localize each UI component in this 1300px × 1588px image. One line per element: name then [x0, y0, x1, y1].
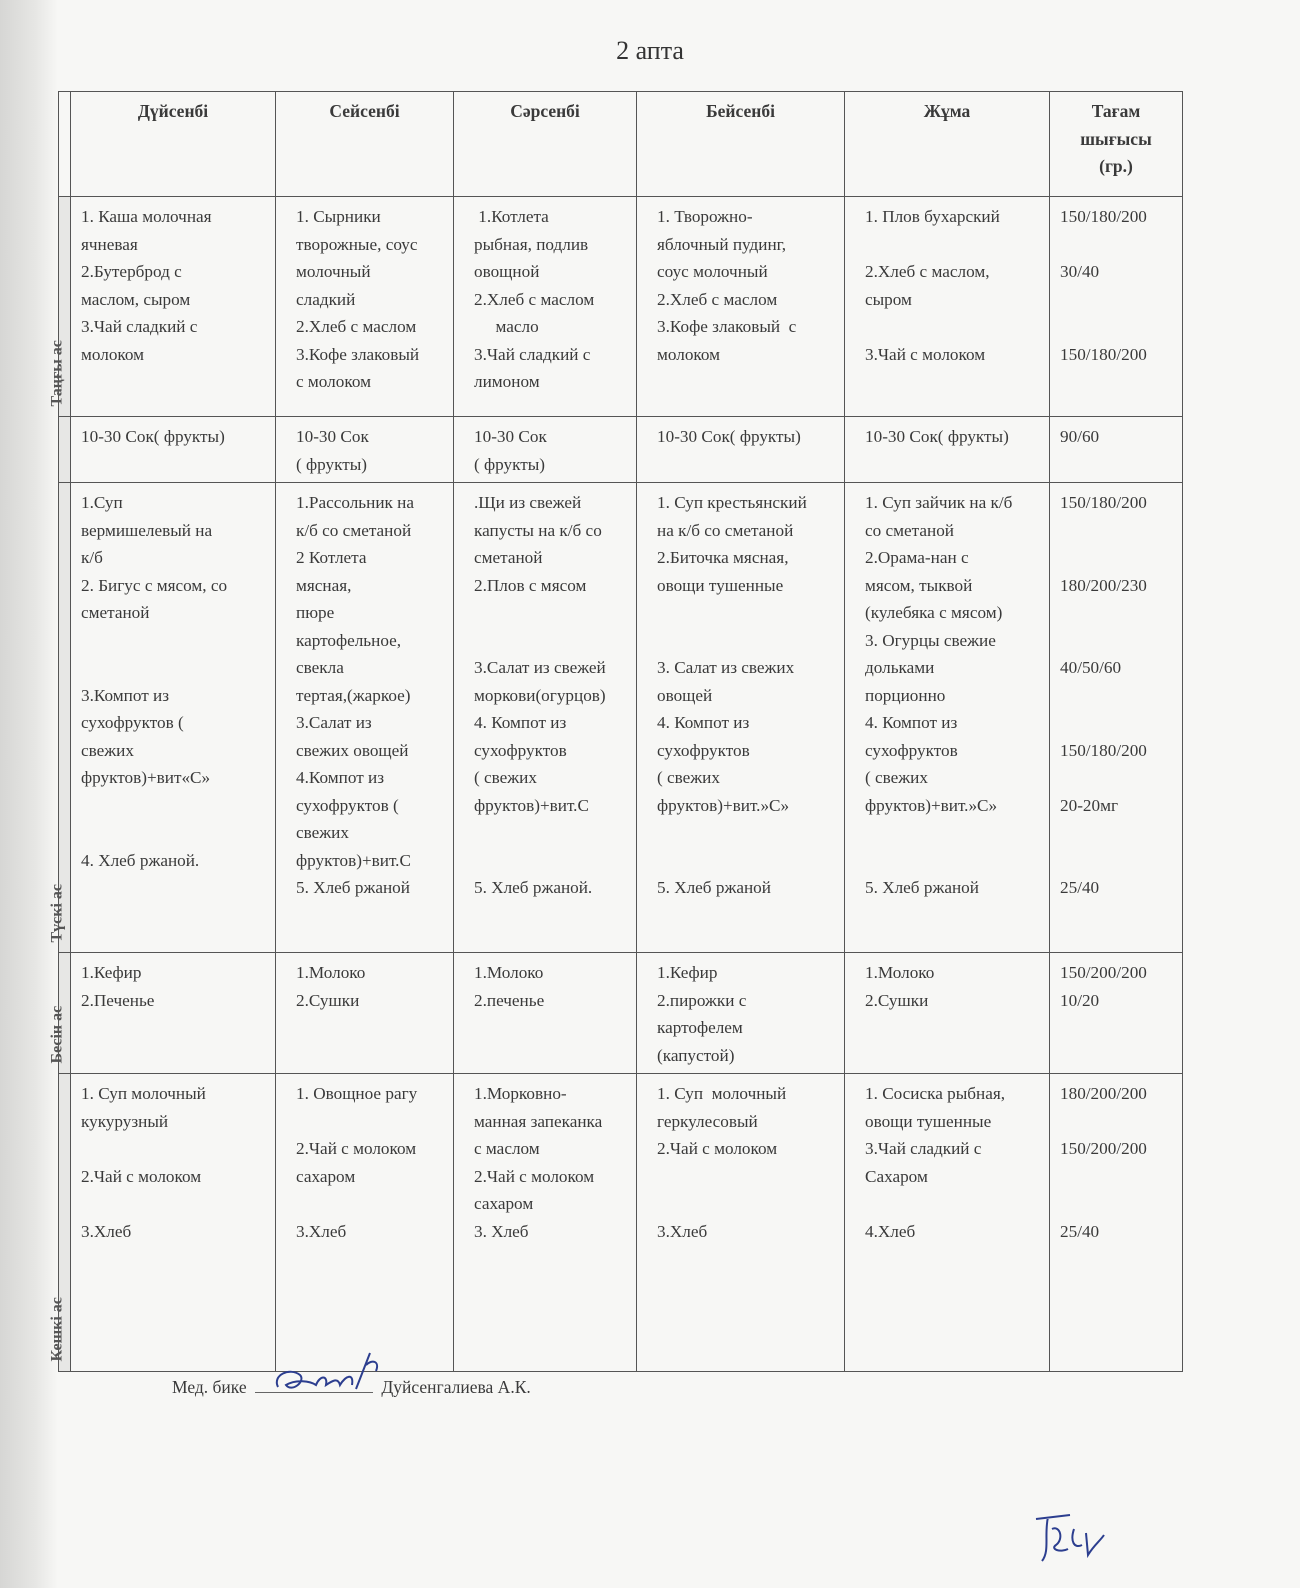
menu-line [657, 599, 840, 627]
menu-line: 5. Хлеб ржаной [296, 878, 410, 897]
menu-line: яблочный пудинг, [657, 234, 787, 254]
menu-line: 1.Молоко [474, 963, 544, 982]
cell-snack-monday [71, 417, 276, 483]
menu-line: 150/180/200 [1060, 740, 1147, 760]
menu-line: дольками [865, 658, 935, 677]
menu-line: овощи тушенные [657, 575, 784, 595]
menu-line: овощи тушенные [865, 1111, 992, 1131]
meal-row-lunch [59, 483, 1183, 953]
menu-line: сухофруктов [657, 740, 750, 760]
menu-line: с маслом [474, 1139, 540, 1158]
cell-snack-wednesday [454, 417, 637, 483]
cell-lunch-tuesday [276, 483, 454, 953]
menu-line [1060, 709, 1178, 737]
cell-afternoon-monday [71, 953, 276, 1074]
menu-line [474, 847, 632, 875]
menu-line: 1.Морковно- [474, 1084, 567, 1103]
menu-line: 25/40 [1060, 878, 1100, 897]
cell-dinner-tuesday [276, 1074, 454, 1372]
menu-line: фруктов)+вит.»С» [865, 795, 998, 815]
menu-line: 1.Кефир [657, 963, 718, 982]
menu-line: .Щи из свежей [474, 493, 582, 512]
menu-line [1060, 286, 1178, 314]
menu-line: с молоком [296, 372, 371, 391]
nurse-signature [270, 1345, 390, 1405]
menu-line [1060, 599, 1178, 627]
menu-line: 1. Суп молочный [657, 1084, 787, 1103]
menu-line: 3.Компот из [81, 685, 170, 705]
menu-line [657, 1163, 840, 1191]
menu-line: ( свежих [474, 768, 537, 787]
menu-line [81, 792, 271, 820]
footer-name: Дуйсенгалиева А.К. [381, 1377, 531, 1397]
menu-line [1060, 682, 1178, 710]
cell-snack-portion [1050, 417, 1183, 483]
menu-line: на к/б со сметаной [657, 520, 794, 540]
menu-line: 1.Суп [81, 493, 123, 512]
menu-line: сыром [865, 289, 912, 309]
menu-line: 150/200/200 [1060, 1139, 1147, 1158]
menu-line [1060, 764, 1178, 792]
cell-dinner-portion [1050, 1074, 1183, 1372]
menu-line [657, 1190, 840, 1218]
menu-line: 1. Каша молочная [81, 207, 212, 226]
menu-line: 5. Хлеб ржаной [657, 878, 771, 897]
menu-line: 20-20мг [1060, 795, 1119, 815]
menu-line: 2.Орама-нан с [865, 548, 969, 567]
menu-line [474, 819, 632, 847]
menu-line: 3.Хлеб [657, 1221, 708, 1241]
cell-snack-tuesday [276, 417, 454, 483]
menu-line: 3. Хлеб [474, 1221, 529, 1241]
menu-line: сухофруктов [474, 740, 567, 760]
menu-line: вермишелевый на [81, 520, 213, 540]
cell-afternoon-portion [1050, 953, 1183, 1074]
menu-line [1060, 1108, 1178, 1136]
menu-line: 180/200/200 [1060, 1084, 1147, 1103]
cell-afternoon-tuesday [276, 953, 454, 1074]
menu-line: овощной [474, 262, 540, 281]
menu-line [1060, 627, 1178, 655]
meal-label: Таңғы ас [48, 339, 65, 406]
menu-line: со сметаной [865, 520, 954, 540]
header-portion: Тағам шығысы (гр.) [1050, 92, 1183, 197]
menu-line [474, 627, 632, 655]
menu-line: овощей [657, 685, 713, 705]
menu-line: 10-30 Сок( фрукты) [657, 427, 801, 446]
menu-line [1060, 847, 1178, 875]
menu-line: тертая,(жаркое) [296, 685, 411, 705]
menu-line [865, 1190, 1045, 1218]
menu-line: 4. Компот из [865, 713, 958, 732]
menu-line: 10-30 Сок( фрукты) [81, 427, 225, 446]
menu-line [81, 819, 271, 847]
menu-line: 3.Кофе злаковый с [657, 317, 797, 336]
menu-line: молочный [296, 262, 371, 281]
menu-line [657, 819, 840, 847]
menu-line: капусты на к/б со [474, 520, 602, 540]
menu-line: 3. Огурцы свежие [865, 630, 996, 650]
cell-breakfast-friday [845, 197, 1050, 417]
menu-line [865, 819, 1045, 847]
menu-line: моркови(огурцов) [474, 685, 606, 705]
menu-line: 2.Сушки [296, 990, 360, 1010]
menu-line [865, 313, 1045, 341]
corner-cell [59, 92, 71, 197]
meal-row-dinner [59, 1074, 1183, 1372]
meal-label-cell [48, 953, 71, 1074]
menu-line: фруктов)+вит.С [474, 795, 589, 815]
menu-line [657, 627, 840, 655]
menu-line: 2. Бигус с мясом, со [81, 575, 228, 595]
menu-line: кукурузный [81, 1111, 169, 1131]
menu-line: лимоном [474, 372, 540, 391]
menu-line: 2.Хлеб с маслом, [865, 262, 990, 281]
menu-line: масло [474, 317, 539, 336]
menu-line: 3.Чай с молоком [865, 344, 986, 364]
menu-line: пюре [296, 603, 335, 622]
cell-dinner-wednesday [454, 1074, 637, 1372]
menu-line: фруктов)+вит.»С» [657, 795, 790, 815]
menu-line: 10-30 Сок( фрукты) [865, 427, 1009, 446]
menu-line: 2.Чай с молоком [81, 1166, 202, 1186]
menu-line: картофельное, [296, 630, 402, 650]
menu-line: сметаной [81, 603, 150, 622]
menu-table [48, 91, 1183, 1372]
menu-line: 3.Чай сладкий с [474, 344, 591, 364]
menu-line: 30/40 [1060, 262, 1100, 281]
menu-line: 1. Суп зайчик на к/б [865, 493, 1013, 512]
page-title: 2 апта [616, 36, 684, 65]
menu-line: 1. Суп молочный [81, 1084, 206, 1103]
menu-line: свекла [296, 658, 344, 677]
menu-line: сухофруктов ( [296, 795, 399, 815]
menu-line [865, 231, 1045, 259]
menu-line: манная запеканка [474, 1111, 603, 1131]
menu-line: 2.пирожки с [657, 990, 747, 1010]
menu-line: свежих [296, 823, 349, 842]
menu-line: фруктов)+вит«С» [81, 768, 211, 787]
menu-line: сладкий [296, 289, 356, 309]
menu-line: 2.Чай с молоком [296, 1139, 417, 1158]
menu-line: 1.Рассольник на [296, 493, 414, 512]
menu-line: рыбная, подлив [474, 234, 589, 254]
menu-line: 3.Хлеб [296, 1221, 347, 1241]
menu-line [1060, 1190, 1178, 1218]
meal-row-snack [59, 417, 1183, 483]
menu-line: порционно [865, 685, 946, 705]
menu-line: 3.Чай сладкий с [865, 1139, 982, 1158]
cell-dinner-monday [71, 1074, 276, 1372]
menu-line: ( свежих [657, 768, 720, 787]
menu-line: 150/200/200 [1060, 963, 1147, 982]
menu-line: 1.Молоко [865, 963, 935, 982]
menu-line: к/б со сметаной [296, 520, 412, 540]
menu-line: 40/50/60 [1060, 658, 1122, 677]
menu-line [474, 599, 632, 627]
menu-line: 5. Хлеб ржаной. [474, 878, 593, 897]
menu-line: сахаром [296, 1166, 356, 1186]
menu-line: 10-30 Сок [296, 427, 369, 446]
menu-line: геркулесовый [657, 1111, 758, 1131]
cell-lunch-portion [1050, 483, 1183, 953]
menu-line: соус молочный [657, 262, 768, 281]
menu-line: 1.Котлета [474, 207, 549, 226]
meal-label-cell [48, 1074, 71, 1372]
meal-label: Кешкі ас [48, 1296, 65, 1361]
cell-dinner-thursday [637, 1074, 845, 1372]
menu-line: 90/60 [1060, 427, 1100, 446]
menu-line: 1.Кефир [81, 963, 142, 982]
header-monday: Дүйсенбі [71, 92, 276, 197]
menu-line [81, 1190, 271, 1218]
menu-line: 25/40 [1060, 1221, 1100, 1241]
menu-line [1060, 231, 1178, 259]
menu-line: 2.Биточка мясная, [657, 548, 789, 567]
menu-line: мясом, тыквой [865, 575, 973, 595]
menu-line: маслом, сыром [81, 289, 191, 309]
menu-line: 180/200/230 [1060, 575, 1147, 595]
meal-label: Түскі ас [48, 883, 65, 942]
menu-line [1060, 544, 1178, 572]
menu-line [81, 654, 271, 682]
menu-line [81, 1135, 271, 1163]
cell-dinner-friday [845, 1074, 1050, 1372]
cell-breakfast-portion [1050, 197, 1183, 417]
menu-line: 1. Овощное рагу [296, 1084, 418, 1103]
menu-line: ( фрукты) [296, 454, 368, 474]
meal-row-afternoon [59, 953, 1183, 1074]
menu-line [657, 847, 840, 875]
cell-afternoon-friday [845, 953, 1050, 1074]
menu-line: 3.Чай сладкий с [81, 317, 198, 336]
menu-line: (кулебяка с мясом) [865, 603, 1003, 622]
menu-line: 150/180/200 [1060, 344, 1147, 364]
menu-line: 10-30 Сок [474, 427, 547, 446]
menu-line: (капустой) [657, 1045, 735, 1065]
menu-line: 4. Компот из [474, 713, 567, 732]
menu-line: ( свежих [865, 768, 928, 787]
approval-signature [1030, 1505, 1110, 1565]
menu-line: Сахаром [865, 1166, 928, 1186]
menu-line: к/б [81, 548, 103, 567]
menu-line: сухофруктов ( [81, 713, 184, 732]
menu-line: сухофруктов [865, 740, 958, 760]
menu-line: мясная, [296, 575, 352, 595]
menu-line: 2.печенье [474, 990, 545, 1010]
cell-afternoon-wednesday [454, 953, 637, 1074]
cell-snack-friday [845, 417, 1050, 483]
menu-line: 2.Печенье [81, 990, 155, 1010]
menu-line: 1. Суп крестьянский [657, 493, 807, 512]
menu-line: 4.Компот из [296, 768, 385, 787]
cell-breakfast-tuesday [276, 197, 454, 417]
menu-line: 1. Плов бухарский [865, 207, 1000, 226]
menu-line: 3. Салат из свежих [657, 658, 795, 677]
menu-line: 2.Сушки [865, 990, 929, 1010]
header-friday: Жұма [845, 92, 1050, 197]
menu-line: 3.Хлеб [81, 1221, 132, 1241]
menu-line: 2.Чай с молоком [474, 1166, 595, 1186]
menu-line [81, 627, 271, 655]
menu-line: 3.Салат из свежей [474, 658, 606, 677]
menu-line: 1.Молоко [296, 963, 366, 982]
cell-lunch-friday [845, 483, 1050, 953]
menu-line [1060, 819, 1178, 847]
meal-label-cell [59, 417, 71, 483]
menu-line: 4. Хлеб ржаной. [81, 850, 200, 870]
meal-label: Бесін ас [48, 1005, 65, 1063]
menu-line: 2 Котлета [296, 548, 367, 567]
menu-line: творожные, соус [296, 234, 418, 254]
menu-line: молоком [81, 344, 145, 364]
menu-line: 1. Сырники [296, 207, 381, 226]
menu-line: 2.Чай с молоком [657, 1139, 778, 1158]
menu-line [865, 847, 1045, 875]
menu-line: фруктов)+вит.С [296, 850, 411, 870]
menu-line: сметаной [474, 548, 543, 567]
cell-lunch-thursday [637, 483, 845, 953]
menu-line: 2.Плов с мясом [474, 575, 587, 595]
menu-line: ( фрукты) [474, 454, 546, 474]
menu-line: 4.Хлеб [865, 1221, 916, 1241]
menu-line: 10/20 [1060, 990, 1100, 1010]
header-row [59, 92, 1183, 197]
header-tuesday: Сейсенбі [276, 92, 454, 197]
menu-line: 2.Бутерброд с [81, 262, 182, 281]
menu-line: 5. Хлеб ржаной [865, 878, 979, 897]
menu-line [1060, 313, 1178, 341]
menu-line: 2.Хлеб с маслом [657, 289, 778, 309]
menu-line: 1. Творожно- [657, 207, 753, 226]
menu-line: 2.Хлеб с маслом [474, 289, 595, 309]
cell-breakfast-monday [71, 197, 276, 417]
header-thursday: Бейсенбі [637, 92, 845, 197]
menu-line [1060, 517, 1178, 545]
menu-line: сахаром [474, 1194, 534, 1213]
menu-line: 2.Хлеб с маслом [296, 317, 417, 336]
menu-line: молоком [657, 344, 721, 364]
menu-line: 150/180/200 [1060, 493, 1147, 512]
cell-snack-thursday [637, 417, 845, 483]
cell-lunch-monday [71, 483, 276, 953]
menu-line [296, 1190, 449, 1218]
cell-breakfast-wednesday [454, 197, 637, 417]
menu-line: 4. Компот из [657, 713, 750, 732]
meal-label-cell [48, 197, 71, 417]
footer-role: Мед. бике [172, 1377, 247, 1397]
cell-afternoon-thursday [637, 953, 845, 1074]
header-wednesday: Сәрсенбі [454, 92, 637, 197]
menu-line: 3.Салат из [296, 713, 372, 732]
menu-line: свежих овощей [296, 740, 409, 760]
menu-line: 1. Сосиска рыбная, [865, 1084, 1006, 1103]
menu-line [296, 1108, 449, 1136]
menu-line: ячневая [81, 234, 138, 254]
cell-lunch-wednesday [454, 483, 637, 953]
menu-line: свежих [81, 740, 134, 760]
menu-line: картофелем [657, 1018, 743, 1037]
menu-line [1060, 1163, 1178, 1191]
meal-row-breakfast [59, 197, 1183, 417]
meal-label-cell [48, 483, 71, 953]
cell-breakfast-thursday [637, 197, 845, 417]
menu-line: 3.Кофе злаковый [296, 344, 420, 364]
menu-line: 150/180/200 [1060, 207, 1147, 226]
